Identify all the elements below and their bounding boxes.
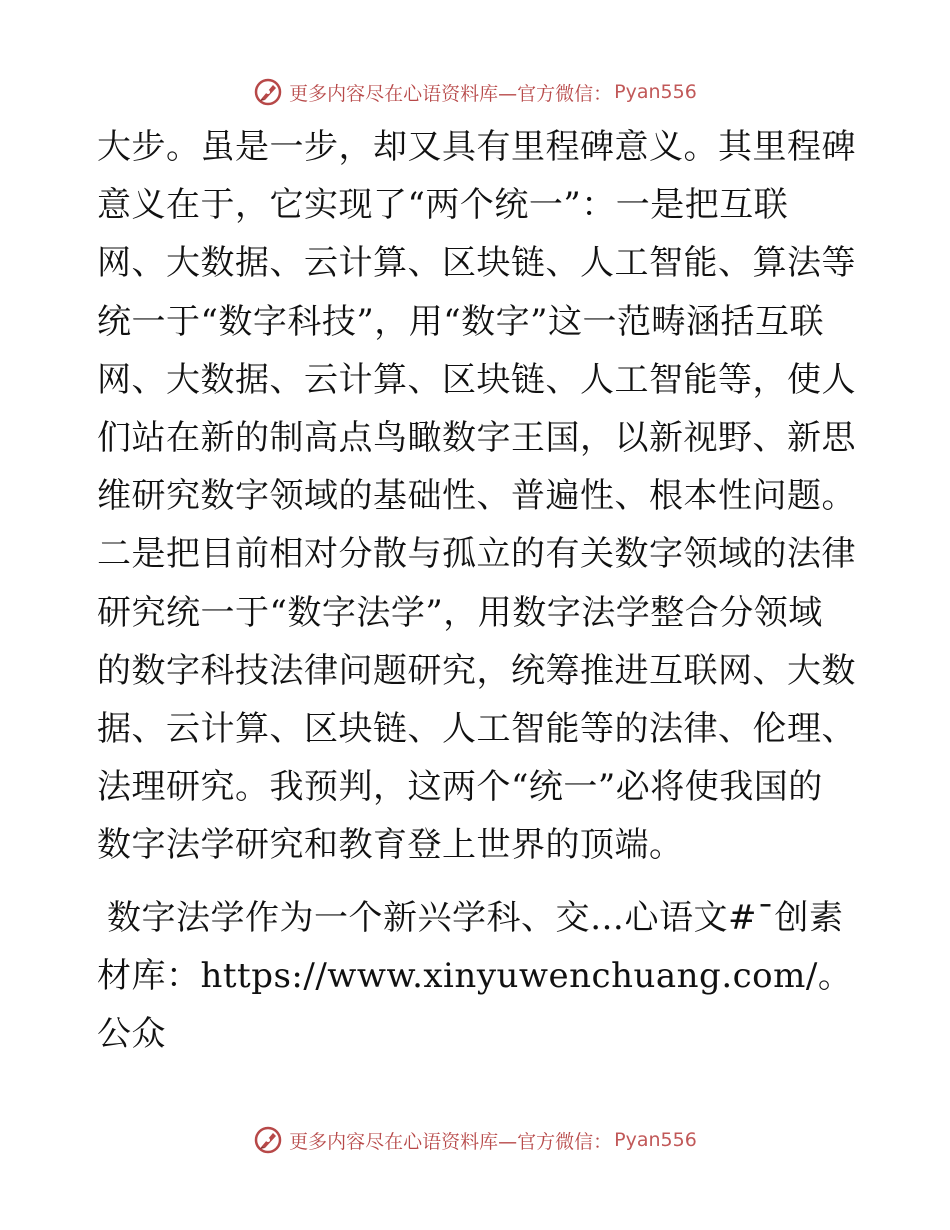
- quill-pen-seal-icon: [253, 1125, 283, 1155]
- body-paragraph-2: 数字法学作为一个新兴学科、交…心语文#¯创素材库：https://www.xinyuwenchuang.com/。公众: [97, 897, 853, 1055]
- footer-wechat-id: Pyan556: [614, 1129, 697, 1151]
- footer-brand: [253, 1125, 697, 1155]
- footer-brand-text: 更多内容尽在心语资料库—官方微信：: [289, 1130, 613, 1153]
- header-wechat-id: Pyan556: [614, 81, 697, 103]
- quill-pen-seal-icon: [253, 77, 283, 107]
- document-body: [97, 118, 857, 1063]
- body-paragraph-1: 大步。虽是一步，却又具有里程碑意义。其里程碑意义在于，它实现了“两个统一”：一是把互联网、大数据、云计算、区块链、人工智能、算法等统一于“数字科技”，用“数字”这一范畴涵括互联网、大数据、云计算、区块链、人工智能等，使人们站在新的制高点鸟瞰数字王国，以新视野、新思维研究数字领域的基础性、普遍性、根本性问题。二是把目前相对分散与孤立的有关数字领域的法律研究统一于“数字法学”，用数字法学整合分领域的数字科技法律问题研究，统筹推进互联网、大数据、云计算、区块链、人工智能等的法律、伦理、法理研究。我预判，这两个“统一”必将使我国的数字法学研究和教育登上世界的顶端。: [97, 127, 856, 866]
- header-brand: [253, 77, 697, 107]
- header-brand-text: 更多内容尽在心语资料库—官方微信：: [289, 82, 613, 105]
- page-header: [0, 70, 950, 114]
- page-footer: [0, 1118, 950, 1162]
